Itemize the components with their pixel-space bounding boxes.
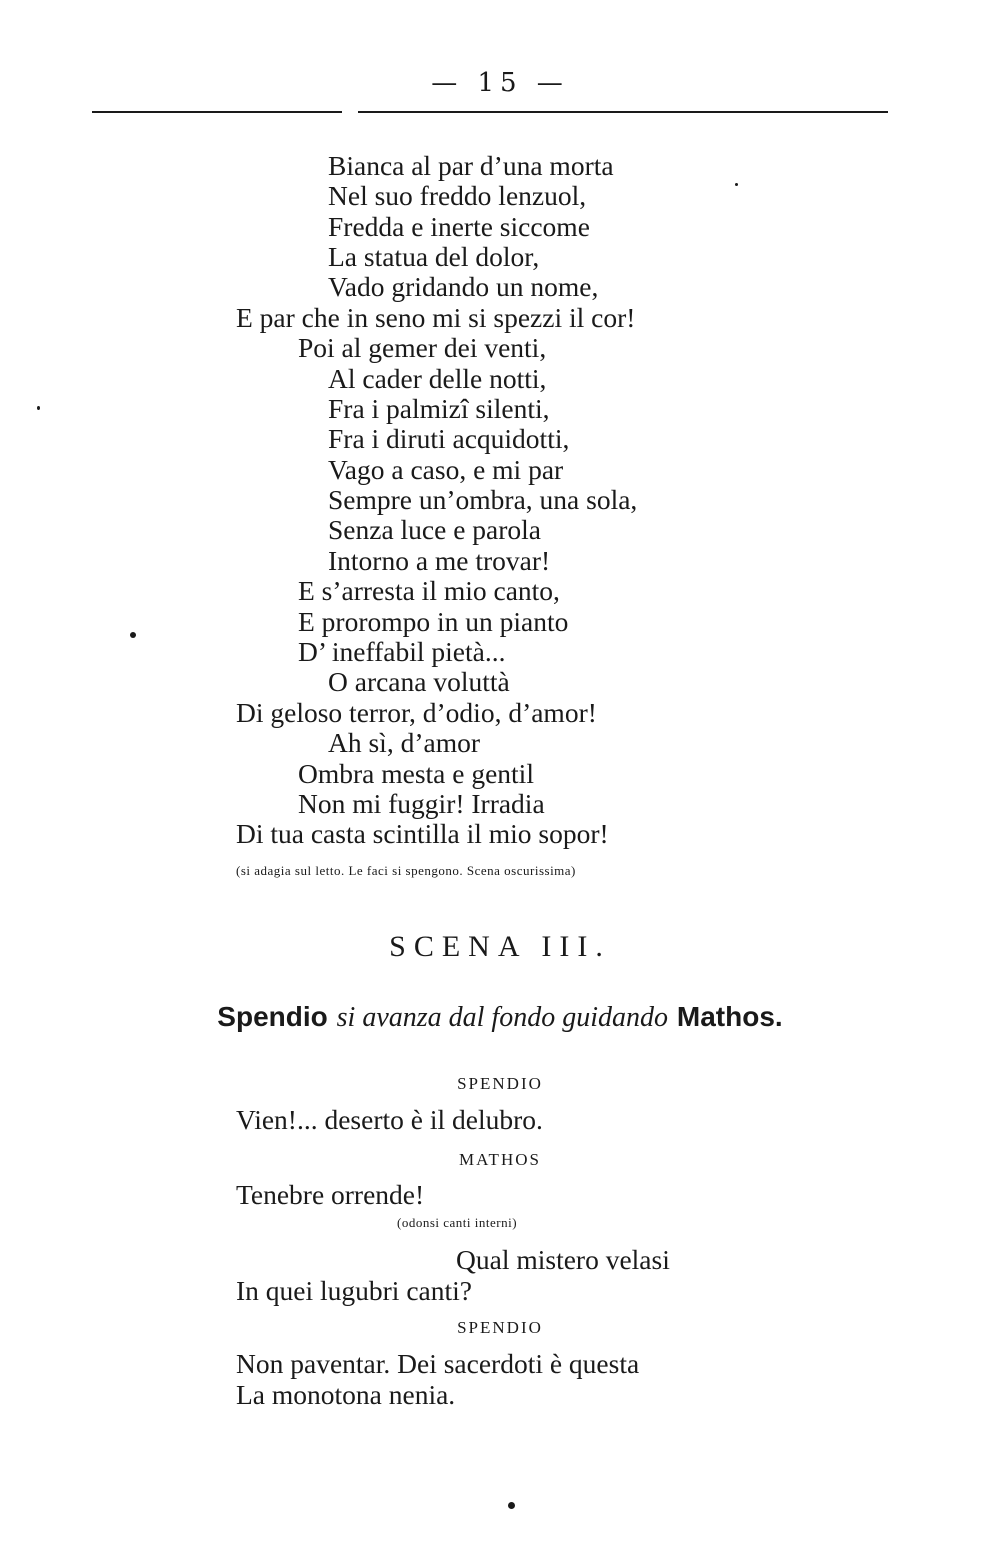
speaker-name: SPENDIO (457, 1318, 543, 1337)
verse-line: Non mi fuggir! Irradia (298, 788, 545, 819)
verse-line: E s’arresta il mio canto, (298, 575, 560, 606)
verse-line: Di tua casta scintilla il mio sopor! (236, 818, 609, 849)
dialogue-line: Qual mistero velasi (456, 1244, 670, 1275)
verse-line: Senza luce e parola (328, 514, 542, 545)
ink-speck (130, 632, 136, 638)
action-text: si avanza dal fondo guidando (336, 1002, 668, 1033)
verse-line: Fra i diruti acquidotti, (328, 423, 570, 454)
stage-direction: (si adagia sul letto. Le faci si spengono. Scena oscurissima) (236, 863, 576, 878)
dialogue-line: La monotona nenia. (236, 1379, 456, 1410)
verse-line: Ah sì, d’amor (328, 727, 480, 758)
verse-line: O arcana voluttà (328, 666, 510, 697)
ink-speck (508, 1502, 515, 1509)
dialogue-line: Vien!... deserto è il delubro. (236, 1104, 543, 1135)
verse-line: Nel suo freddo lenzuol, (328, 180, 587, 211)
speaker-name: MATHOS (459, 1150, 541, 1169)
scene-direction (0, 1000, 1000, 1034)
verse-line: La statua del dolor, (328, 241, 540, 272)
verse-line: Poi al gemer dei venti, (298, 332, 547, 363)
speaker-name: SPENDIO (457, 1074, 543, 1093)
verse-line: Sempre un’ombra, una sola, (328, 484, 638, 515)
verse-line: E prorompo in un pianto (298, 606, 569, 637)
header-rule-right (358, 111, 888, 113)
verse-line: Intorno a me trovar! (328, 545, 551, 576)
verse-line: Fredda e inerte siccome (328, 211, 590, 242)
character-name: Spendio (217, 1001, 328, 1032)
dialogue-line: Tenebre orrende! (236, 1179, 425, 1210)
verse-line: Di geloso terror, d’odio, d’amor! (236, 697, 597, 728)
ink-speck (37, 406, 40, 410)
verse-line: Ombra mesta e gentil (298, 758, 534, 789)
scene-title: SCENA III. (389, 930, 611, 963)
dialogue-line: In quei lugubri canti? (236, 1275, 472, 1306)
ink-speck (735, 183, 738, 186)
verse-line: Al cader delle notti, (328, 363, 547, 394)
verse-line: Bianca al par d’una morta (328, 150, 614, 181)
page-number: — 15 — (431, 68, 569, 98)
header-rule-left (92, 111, 342, 113)
verse-line: Vago a caso, e mi par (328, 454, 564, 485)
dialogue-line: Non paventar. Dei sacerdoti è questa (236, 1348, 640, 1379)
character-name: Mathos. (676, 1001, 783, 1032)
verse-line: Vado gridando un nome, (328, 271, 599, 302)
verse-line: E par che in seno mi si spezzi il cor! (236, 302, 636, 333)
verse-line: D’ ineffabil pietà... (298, 636, 506, 667)
verse-line: Fra i palmizî silenti, (328, 393, 550, 424)
stage-direction: (odonsi canti interni) (397, 1215, 518, 1230)
